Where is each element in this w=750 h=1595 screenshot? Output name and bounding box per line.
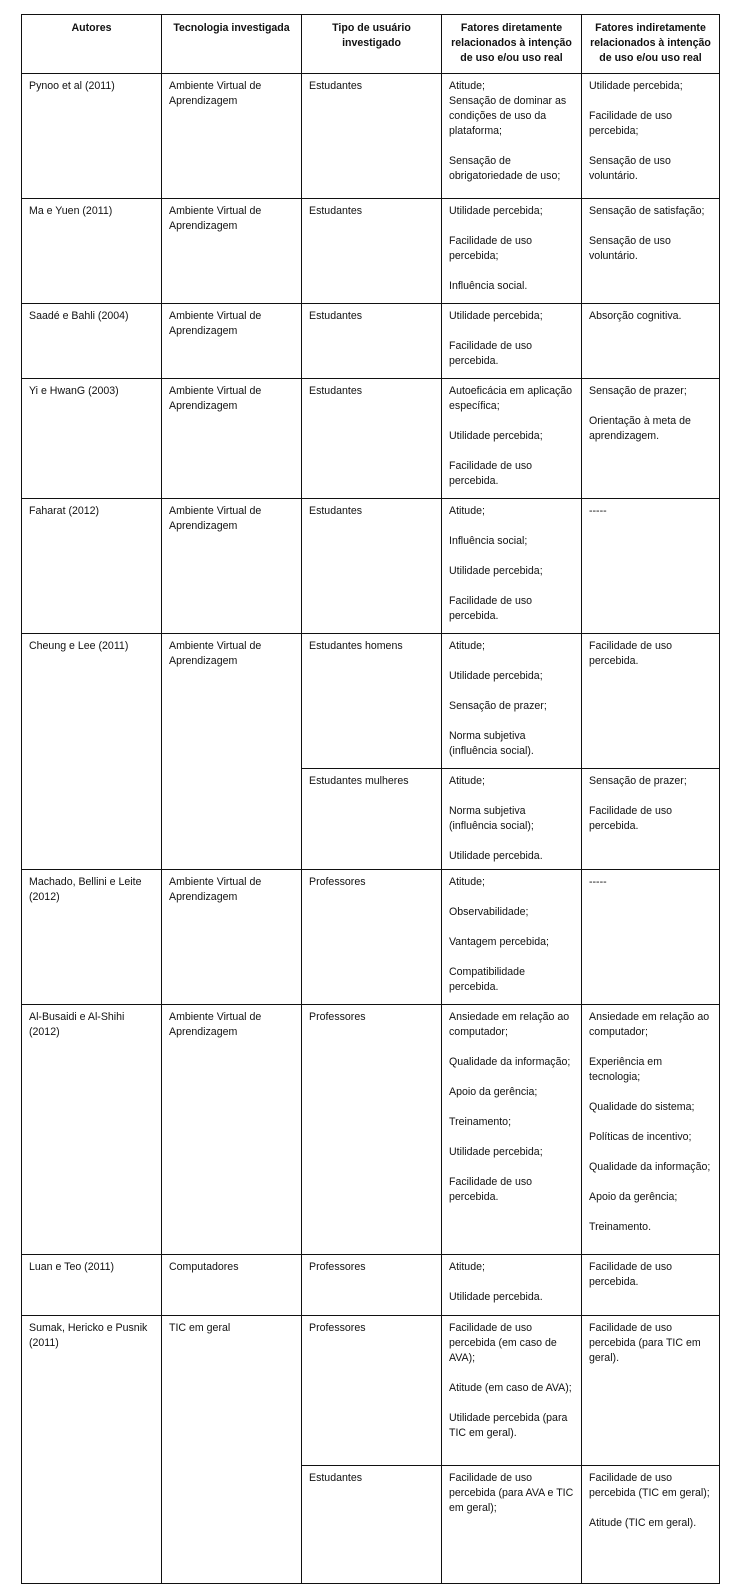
cell-fatores-indiretos-item: Treinamento. — [589, 1221, 652, 1233]
cell-fatores-diretos-item: Facilidade de uso percebida (em caso de AVA); — [449, 1322, 557, 1364]
cell-fatores-diretos — [442, 379, 582, 499]
cell-fatores-diretos-item: Sensação de prazer; — [449, 700, 547, 712]
cell-fatores-indiretos-item: Qualidade do sistema; — [589, 1101, 695, 1113]
table-header — [22, 15, 720, 74]
cell-fatores-diretos-item: Facilidade de uso percebida. — [449, 1176, 533, 1203]
cell-autores: Cheung e Lee (2011) — [22, 634, 162, 870]
cell-tecnologia: Ambiente Virtual de Aprendizagem — [162, 870, 302, 1005]
cell-fatores-indiretos-item: Sensação de uso voluntário. — [589, 155, 671, 182]
cell-autores: Pynoo et al (2011) — [22, 74, 162, 199]
cell-fatores-indiretos — [582, 304, 720, 379]
cell-fatores-diretos — [442, 74, 582, 199]
cell-tecnologia: Ambiente Virtual de Aprendizagem — [162, 634, 302, 870]
cell-tipo-usuario: Professores — [302, 1255, 442, 1316]
cell-fatores-indiretos-item: Políticas de incentivo; — [589, 1131, 692, 1143]
cell-fatores-diretos-item: Utilidade percebida; — [449, 670, 543, 682]
cell-fatores-diretos — [442, 499, 582, 634]
cell-tipo-usuario: Estudantes mulheres — [302, 769, 442, 870]
cell-fatores-diretos-item: Atitude (em caso de AVA); — [449, 1382, 572, 1394]
cell-fatores-diretos-item: Influência social; — [449, 535, 528, 547]
cell-tecnologia: Ambiente Virtual de Aprendizagem — [162, 1005, 302, 1255]
cell-tecnologia: Computadores — [162, 1255, 302, 1316]
cell-tipo-usuario: Estudantes homens — [302, 634, 442, 769]
cell-tecnologia: Ambiente Virtual de Aprendizagem — [162, 379, 302, 499]
table-row — [22, 379, 720, 499]
cell-fatores-indiretos — [582, 634, 720, 769]
table-row — [22, 499, 720, 634]
document-page — [21, 14, 719, 1584]
cell-fatores-indiretos-item: Utilidade percebida; — [589, 80, 683, 92]
cell-fatores-diretos-item: Facilidade de uso percebida. — [449, 460, 533, 487]
cell-fatores-diretos-item: Norma subjetiva (influência social); — [449, 805, 534, 832]
header-fatores-indiretos: Fatores indiretamente relacionados à intenção de uso e/ou uso real — [582, 15, 720, 74]
cell-fatores-diretos — [442, 1255, 582, 1316]
cell-fatores-indiretos-item: Atitude (TIC em geral). — [589, 1517, 697, 1529]
cell-autores: Al-Busaidi e Al-Shihi (2012) — [22, 1005, 162, 1255]
cell-fatores-diretos-item: Utilidade percebida; — [449, 1146, 543, 1158]
cell-tipo-usuario: Estudantes — [302, 199, 442, 304]
cell-fatores-indiretos — [582, 379, 720, 499]
cell-fatores-diretos-item: Utilidade percebida (para TIC em geral). — [449, 1412, 568, 1439]
cell-fatores-diretos-item: Autoeficácia em aplicação específica; — [449, 385, 573, 412]
table-row — [22, 1316, 720, 1466]
cell-fatores-diretos-item: Facilidade de uso percebida. — [449, 595, 533, 622]
cell-fatores-diretos-item: Atitude; — [449, 1261, 485, 1273]
cell-fatores-diretos-item: Atitude; — [449, 505, 485, 517]
cell-fatores-diretos — [442, 870, 582, 1005]
cell-fatores-indiretos-item: Ansiedade em relação ao computador; — [589, 1011, 710, 1038]
cell-tipo-usuario: Professores — [302, 870, 442, 1005]
cell-fatores-indiretos-item: Apoio da gerência; — [589, 1191, 678, 1203]
cell-fatores-indiretos-item: Facilidade de uso percebida. — [589, 805, 673, 832]
cell-fatores-indiretos-item: Facilidade de uso percebida; — [589, 110, 673, 137]
header-fatores-diretos: Fatores diretamente relacionados à intenção de uso e/ou uso real — [442, 15, 582, 74]
cell-tecnologia: Ambiente Virtual de Aprendizagem — [162, 304, 302, 379]
cell-tecnologia: Ambiente Virtual de Aprendizagem — [162, 199, 302, 304]
cell-tipo-usuario: Estudantes — [302, 499, 442, 634]
cell-fatores-diretos-item: Observabilidade; — [449, 906, 529, 918]
cell-tipo-usuario: Estudantes — [302, 1466, 442, 1584]
cell-tecnologia: TIC em geral — [162, 1316, 302, 1584]
cell-fatores-diretos-item: Apoio da gerência; — [449, 1086, 538, 1098]
cell-fatores-indiretos-item: Facilidade de uso percebida. — [589, 1261, 673, 1288]
header-tecnologia: Tecnologia investigada — [162, 15, 302, 74]
cell-fatores-indiretos-item: Facilidade de uso percebida (para TIC em geral). — [589, 1322, 701, 1364]
table-row — [22, 1005, 720, 1255]
cell-fatores-indiretos-item: Sensação de prazer; — [589, 775, 687, 787]
cell-fatores-diretos-item: Utilidade percebida; — [449, 565, 543, 577]
cell-fatores-diretos-item: Sensação de obrigatoriedade de uso; — [449, 155, 561, 182]
cell-fatores-diretos-item: Compatibilidade percebida. — [449, 966, 525, 993]
table-row — [22, 304, 720, 379]
cell-fatores-indiretos-item: Experiência em tecnologia; — [589, 1056, 663, 1083]
cell-fatores-diretos-item: Utilidade percebida. — [449, 1291, 543, 1303]
cell-autores: Ma e Yuen (2011) — [22, 199, 162, 304]
table-row — [22, 634, 720, 769]
cell-fatores-indiretos — [582, 1466, 720, 1584]
cell-fatores-diretos — [442, 769, 582, 870]
cell-fatores-diretos — [442, 1466, 582, 1584]
table-row — [22, 199, 720, 304]
cell-autores: Yi e HwanG (2003) — [22, 379, 162, 499]
cell-fatores-indiretos — [582, 199, 720, 304]
cell-fatores-indiretos-item: ----- — [589, 876, 607, 888]
cell-fatores-diretos-item: Vantagem percebida; — [449, 936, 549, 948]
cell-fatores-indiretos-item: Sensação de uso voluntário. — [589, 235, 671, 262]
cell-fatores-diretos-item: Atitude; — [449, 876, 485, 888]
cell-fatores-diretos-item: Sensação de dominar as condições de uso da plataforma; — [449, 95, 567, 137]
cell-tecnologia: Ambiente Virtual de Aprendizagem — [162, 74, 302, 199]
cell-fatores-indiretos-item: Sensação de prazer; — [589, 385, 687, 397]
cell-fatores-indiretos — [582, 870, 720, 1005]
table-row — [22, 74, 720, 199]
cell-fatores-indiretos — [582, 1316, 720, 1466]
cell-fatores-indiretos-item: Orientação à meta de aprendizagem. — [589, 415, 691, 442]
cell-fatores-diretos-item: Facilidade de uso percebida; — [449, 235, 533, 262]
cell-fatores-diretos — [442, 634, 582, 769]
cell-tipo-usuario: Estudantes — [302, 379, 442, 499]
cell-fatores-diretos-item: Atitude; — [449, 640, 485, 652]
cell-fatores-diretos-item: Treinamento; — [449, 1116, 512, 1128]
cell-tipo-usuario: Estudantes — [302, 74, 442, 199]
cell-fatores-diretos-item: Facilidade de uso percebida. — [449, 340, 533, 367]
cell-fatores-indiretos — [582, 769, 720, 870]
cell-fatores-diretos-item: Atitude; — [449, 80, 485, 92]
cell-fatores-diretos-item: Utilidade percebida. — [449, 850, 543, 862]
cell-autores: Saadé e Bahli (2004) — [22, 304, 162, 379]
cell-fatores-diretos-item: Utilidade percebida; — [449, 430, 543, 442]
header-row — [22, 15, 720, 74]
cell-fatores-diretos-item: Utilidade percebida; — [449, 310, 543, 322]
cell-fatores-diretos-item: Facilidade de uso percebida (para AVA e TIC em geral); — [449, 1472, 574, 1514]
cell-fatores-indiretos-item: Facilidade de uso percebida. — [589, 640, 673, 667]
table-body — [22, 74, 720, 1584]
cell-tecnologia: Ambiente Virtual de Aprendizagem — [162, 499, 302, 634]
cell-tipo-usuario: Professores — [302, 1005, 442, 1255]
cell-fatores-indiretos — [582, 1255, 720, 1316]
cell-fatores-indiretos — [582, 499, 720, 634]
cell-autores: Faharat (2012) — [22, 499, 162, 634]
cell-fatores-diretos-item: Ansiedade em relação ao computador; — [449, 1011, 570, 1038]
cell-fatores-diretos — [442, 1316, 582, 1466]
table-row — [22, 870, 720, 1005]
cell-autores: Luan e Teo (2011) — [22, 1255, 162, 1316]
header-tipo-usuario: Tipo de usuário investigado — [302, 15, 442, 74]
cell-tipo-usuario: Estudantes — [302, 304, 442, 379]
cell-fatores-diretos — [442, 304, 582, 379]
cell-tipo-usuario: Professores — [302, 1316, 442, 1466]
cell-fatores-indiretos-item: Absorção cognitiva. — [589, 310, 682, 322]
cell-fatores-indiretos — [582, 1005, 720, 1255]
cell-fatores-diretos — [442, 1005, 582, 1255]
cell-fatores-diretos — [442, 199, 582, 304]
cell-fatores-indiretos — [582, 74, 720, 199]
header-autores: Autores — [22, 15, 162, 74]
cell-fatores-indiretos-item: Sensação de satisfação; — [589, 205, 705, 217]
cell-fatores-indiretos-item: Qualidade da informação; — [589, 1161, 711, 1173]
cell-fatores-diretos-item: Utilidade percebida; — [449, 205, 543, 217]
cell-fatores-indiretos-item: Facilidade de uso percebida (TIC em geral); — [589, 1472, 710, 1499]
cell-fatores-diretos-item: Qualidade da informação; — [449, 1056, 571, 1068]
cell-fatores-diretos-item: Norma subjetiva (influência social). — [449, 730, 534, 757]
cell-fatores-indiretos-item: ----- — [589, 505, 607, 517]
cell-fatores-diretos-item: Atitude; — [449, 775, 485, 787]
table-row — [22, 1255, 720, 1316]
review-table — [21, 14, 720, 1584]
cell-autores: Machado, Bellini e Leite (2012) — [22, 870, 162, 1005]
cell-fatores-diretos-item: Influência social. — [449, 280, 528, 292]
cell-autores: Sumak, Hericko e Pusnik (2011) — [22, 1316, 162, 1584]
